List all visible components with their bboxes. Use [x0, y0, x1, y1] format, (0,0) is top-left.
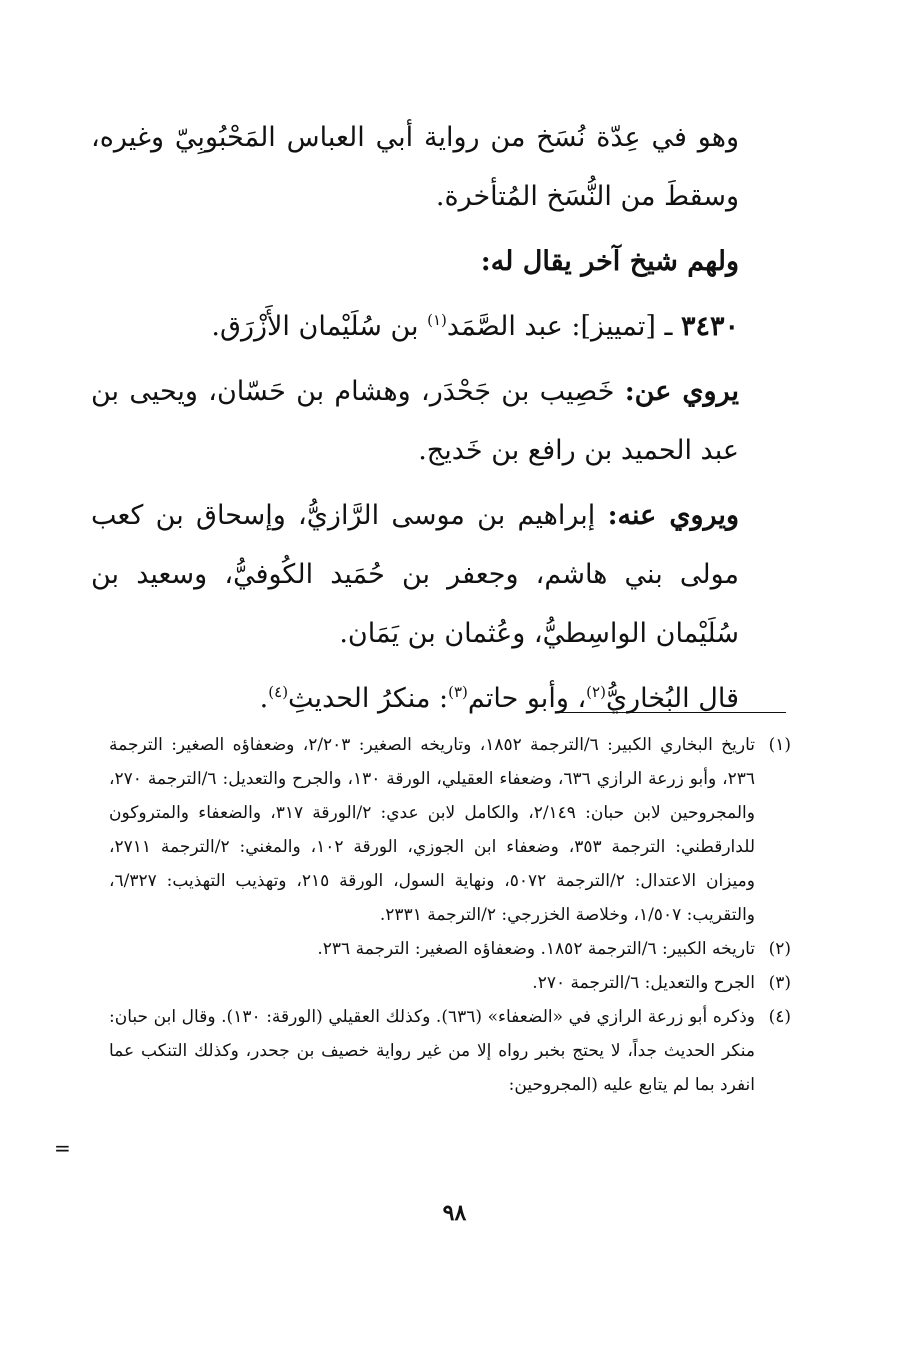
paragraph-narrated-by: [91, 486, 791, 663]
verdict-text-3: : منكرُ الحديثِ: [288, 683, 449, 714]
footnote-text: تاريخه الكبير: ٦/الترجمة ١٨٥٢. وضعفاؤه الصغير: الترجمة ٢٣٦.: [317, 939, 755, 959]
entry-text-end: بن سُلَيْمان الأَزْرَق.: [211, 311, 428, 342]
footnote-text: تاريخ البخاري الكبير: ٦/الترجمة ١٨٥٢، وتاريخه الصغير: ٢/٢٠٣، وضعفاؤه الصغير: الترجمة ٢٣٦، وأبو زرعة الرازي ٦٣٦، وضعفاء العقيلي، الورقة ١٣٠، والجرح والتعديل: ٦/الترجمة ٢٧٠، والمجروحين لابن حبان: ٢/١٤٩، والكامل لابن عدي: ٢/الورقة ٣١٧، والضعفاء والمتروكون للدارقطني: الترجمة ٣٥٣، وضعفاء ابن الجوزي، الورقة ١٠٢، والمغني: ٢/الترجمة ٢٧١١، وميزان الاعتدال: ٢/الترجمة ٥٠٧٢، ونهاية السول، الورقة ٢١٥، وتهذيب التهذيب: ٦/٣٢٧، والتقريب: ١/٥٠٧، وخلاصة الخزرجي: ٢/الترجمة ٢٣٣١.: [109, 735, 756, 925]
footnote-2: [109, 932, 791, 966]
footnote-text: الجرح والتعديل: ٦/الترجمة ٢٧٠.: [532, 973, 755, 993]
continuation-mark: =: [54, 1136, 71, 1160]
footnote-3: [109, 966, 791, 1000]
narrated-by-lead: ويروي عنه:: [607, 500, 739, 531]
entry-text-start: ـ [تمييز]: عبد الصَّمَد: [446, 311, 681, 342]
verdict-end: .: [259, 683, 269, 714]
footnote-ref-3: (٣): [448, 683, 468, 701]
footnote-number: (١): [768, 735, 791, 755]
narrates-from-lead: يروي عن:: [624, 376, 739, 407]
footnotes: [109, 728, 791, 1102]
footnote-ref-4: (٤): [268, 683, 289, 701]
paragraph-verdict: [91, 669, 791, 728]
narrated-by-text: إبراهيم بن موسى الرَّازيُّ، وإسحاق بن كعب مولى بني هاشم، وجعفر بن حُمَيد الكُوفيُّ، وسعيد بن سُلَيْمان الواسِطيُّ، وعُثمان بن يَمَان.: [91, 500, 739, 649]
paragraph-intro: وهو في عِدّة نُسَخ من رواية أبي العباس المَحْبُوبِيّ وغيره، وسقطَ من النُّسَخ المُتأخرة.: [91, 122, 739, 212]
footnote-text: وذكره أبو زرعة الرازي في «الضعفاء» (٦٣٦). وكذلك العقيلي (الورقة: ١٣٠). وقال ابن حبان: منكر الحديث جداً، لا يحتج بخبر رواه إلا من غير رواية خصيف بن جحدر، وكذلك التنكب عما انفرد بما لم يتابع عليه (المجروحين:: [109, 1007, 755, 1095]
entry-number: ٣٤٣٠: [680, 311, 739, 342]
footnote-ref-2: (٢): [586, 683, 606, 701]
verdict-text-1: قال البُخاريُّ: [605, 683, 739, 714]
footnote-1: [109, 728, 791, 932]
paragraph-narrates-from: [91, 362, 791, 480]
page-number: ٩٨: [442, 1200, 467, 1226]
footnote-number: (٤): [768, 1007, 791, 1027]
narrates-from-text: خَصِيب بن جَحْدَر، وهشام بن حَسّان، ويحيى بن عبد الحميد بن رافع بن خَديج.: [91, 376, 739, 466]
footnote-ref-1: (١): [427, 311, 447, 329]
footnote-number: (٣): [768, 973, 791, 993]
verdict-text-2: ، وأبو حاتم: [467, 683, 587, 714]
footnote-number: (٢): [768, 939, 791, 959]
entry-title: [91, 297, 791, 356]
footnote-4: [109, 1000, 791, 1102]
footnote-separator: [560, 712, 786, 713]
section-heading: ولهم شيخ آخر يقال له:: [480, 246, 739, 277]
main-text: [91, 108, 791, 734]
